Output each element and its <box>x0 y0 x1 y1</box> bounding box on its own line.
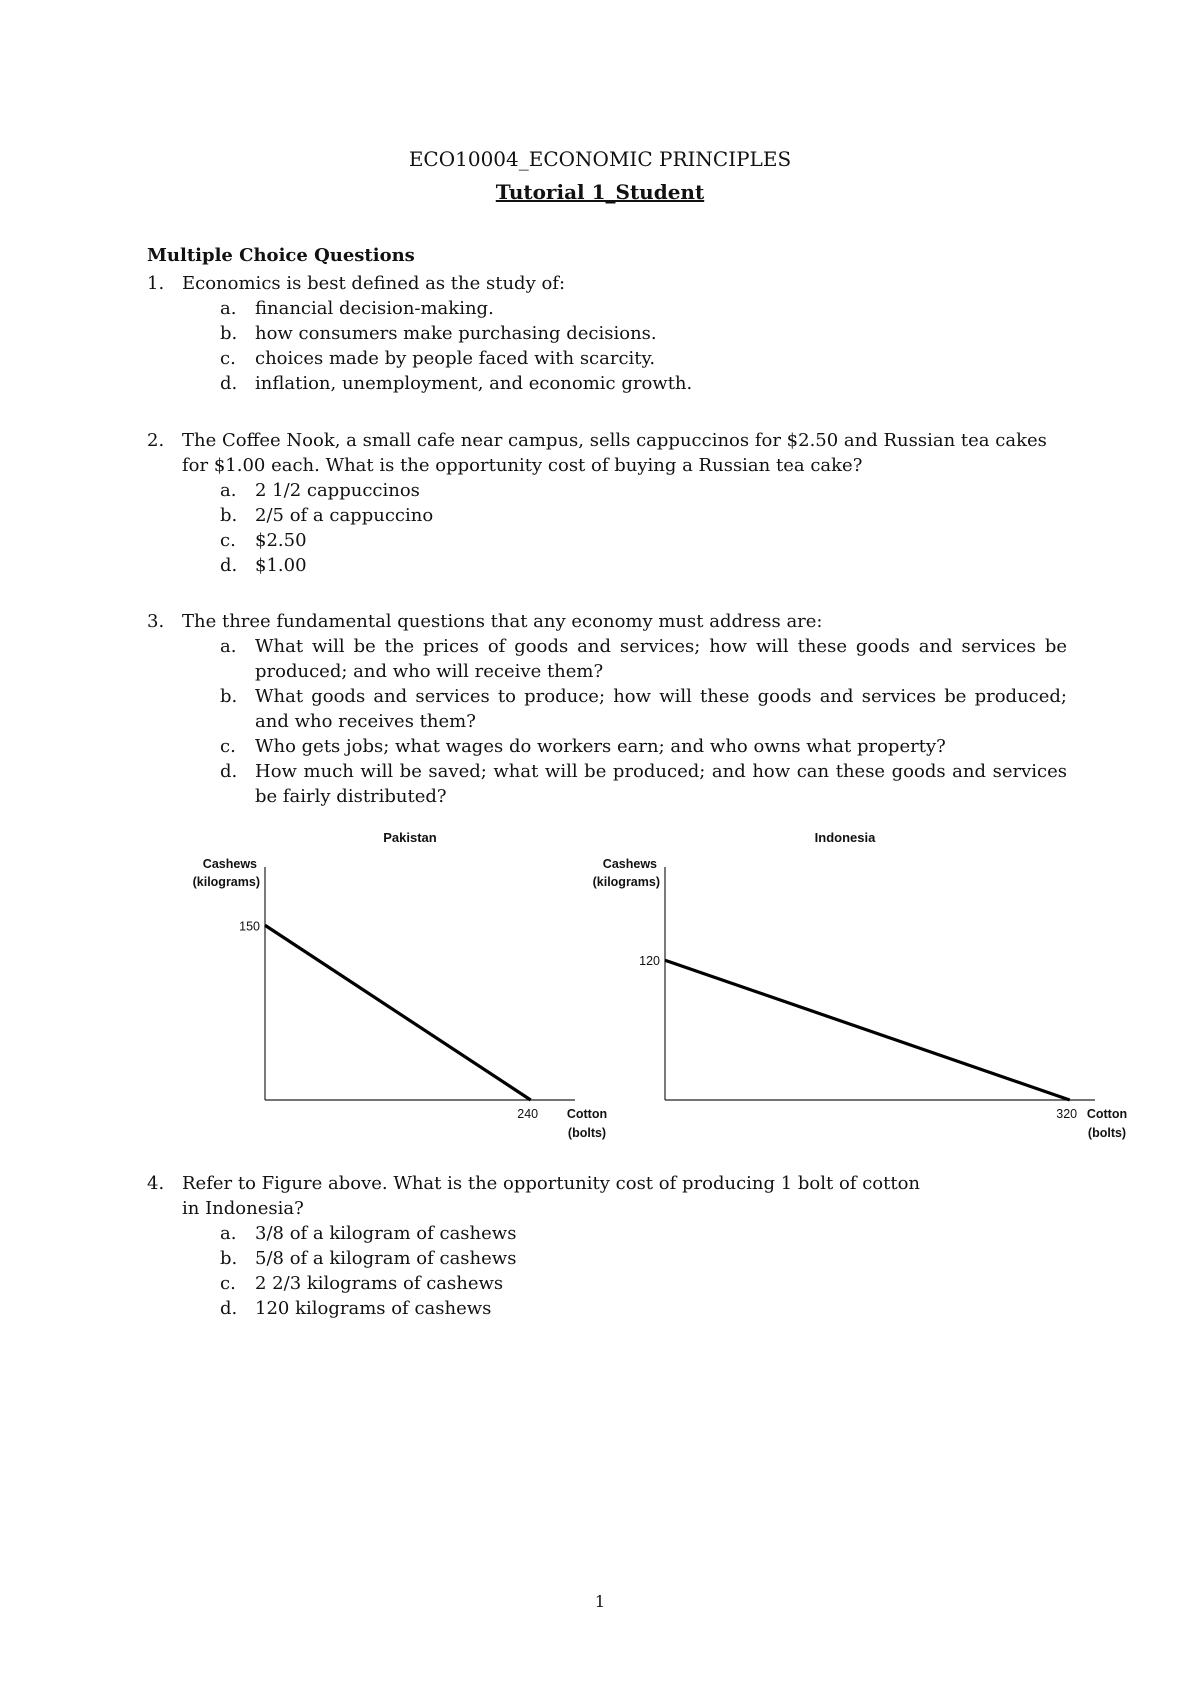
chart-2-x-axis-label-unit: (bolts) <box>1087 1126 1127 1140</box>
option-list <box>220 296 1067 396</box>
ppf-figures <box>170 825 1128 1145</box>
option-text: choices made by people faced with scarcity. <box>255 348 656 369</box>
question-number: 4. <box>147 1173 165 1194</box>
chart-1-y-axis-label-unit: (kilograms) <box>192 875 260 889</box>
option-text: What goods and services to produce; how will these goods and services be produced; and who receives them? <box>255 686 1067 732</box>
chart-1-x-axis-label: Cotton <box>566 1107 608 1121</box>
option-d <box>220 1296 927 1321</box>
option-text: How much will be saved; what will be produced; and how can these goods and services be fairly distributed? <box>255 761 1067 807</box>
option-b <box>220 321 1067 346</box>
question-2 <box>147 428 1067 578</box>
page-number: 1 <box>594 1592 606 1611</box>
option-list <box>220 634 1067 809</box>
question-4 <box>147 1171 927 1321</box>
option-text: 2 2/3 kilograms of cashews <box>255 1273 504 1294</box>
chart-2-x-tick-label: 320 <box>1056 1107 1078 1121</box>
option-a <box>220 296 1067 321</box>
chart-1-y-axis-label: Cashews <box>202 857 257 871</box>
chart-2-x-axis-label: Cotton <box>1086 1107 1128 1121</box>
option-letter: a. <box>220 298 237 319</box>
option-letter: a. <box>220 1223 237 1244</box>
option-text: 2/5 of a cappuccino <box>255 505 434 526</box>
ppf-charts-svg <box>170 825 1128 1145</box>
option-text: 5/8 of a kilogram of cashews <box>255 1248 517 1269</box>
option-c <box>220 1271 927 1296</box>
option-letter: d. <box>220 1298 238 1319</box>
option-letter: d. <box>220 373 238 394</box>
section-heading: Multiple Choice Questions <box>147 245 415 266</box>
option-a <box>220 634 1067 684</box>
question-number: 2. <box>147 430 165 451</box>
option-text: $2.50 <box>255 530 307 551</box>
option-letter: c. <box>220 530 236 551</box>
option-list <box>220 478 1067 578</box>
option-d <box>220 759 1067 809</box>
chart-1-y-tick-label: 150 <box>239 919 260 934</box>
option-c <box>220 346 1067 371</box>
chart-1-x-tick-label: 240 <box>517 1107 539 1121</box>
question-number: 3. <box>147 611 165 632</box>
chart-2-y-tick-label: 120 <box>639 954 660 969</box>
option-d <box>220 371 1067 396</box>
option-b <box>220 684 1067 734</box>
option-list <box>220 1221 927 1321</box>
chart-2-ppf-line <box>665 960 1070 1100</box>
question-stem: Refer to Figure above. What is the opportunity cost of producing 1 bolt of cotton in Indonesia? <box>182 1173 921 1219</box>
option-a <box>220 1221 927 1246</box>
question-1 <box>147 271 1067 396</box>
tutorial-title: Tutorial 1_Student <box>495 180 705 204</box>
chart-2-y-axis-label: Cashews <box>602 857 657 871</box>
chart-1-title: Pakistan <box>383 830 437 845</box>
option-text: 3/8 of a kilogram of cashews <box>255 1223 517 1244</box>
option-letter: a. <box>220 636 237 657</box>
option-text: inflation, unemployment, and economic growth. <box>255 373 693 394</box>
chart-1-ppf-line <box>265 925 531 1100</box>
option-letter: b. <box>220 505 238 526</box>
option-text: Who gets jobs; what wages do workers earn; and who owns what property? <box>255 736 946 757</box>
option-a <box>220 478 1067 503</box>
option-b <box>220 1246 927 1271</box>
option-letter: d. <box>220 555 238 576</box>
option-letter: c. <box>220 1273 236 1294</box>
option-text: 2 1/2 cappuccinos <box>255 480 420 501</box>
option-c <box>220 734 1067 759</box>
question-number: 1. <box>147 273 165 294</box>
option-letter: a. <box>220 480 237 501</box>
question-stem: The Coffee Nook, a small cafe near campus, sells cappuccinos for $2.50 and Russian tea cakes for $1.00 each. What is the opportunity cost of buying a Russian tea cake? <box>182 430 1047 476</box>
option-text: $1.00 <box>255 555 307 576</box>
option-text: how consumers make purchasing decisions. <box>255 323 657 344</box>
option-letter: c. <box>220 736 236 757</box>
chart-2-title: Indonesia <box>814 830 876 845</box>
question-stem: Economics is best defined as the study of: <box>182 273 566 294</box>
option-text: financial decision-making. <box>255 298 494 319</box>
option-text: What will be the prices of goods and services; how will these goods and services be produced; and who will receive them? <box>255 636 1067 682</box>
option-letter: d. <box>220 761 238 782</box>
option-text: 120 kilograms of cashews <box>255 1298 492 1319</box>
option-b <box>220 503 1067 528</box>
option-letter: c. <box>220 348 236 369</box>
chart-1-x-axis-label-unit: (bolts) <box>567 1126 607 1140</box>
option-d <box>220 553 1067 578</box>
option-letter: b. <box>220 1248 238 1269</box>
chart-2-y-axis-label-unit: (kilograms) <box>592 875 660 889</box>
question-stem: The three fundamental questions that any economy must address are: <box>182 611 823 632</box>
question-3 <box>147 609 1067 809</box>
option-c <box>220 528 1067 553</box>
option-letter: b. <box>220 323 238 344</box>
option-letter: b. <box>220 686 238 707</box>
course-title: ECO10004_ECONOMIC PRINCIPLES <box>408 147 792 171</box>
